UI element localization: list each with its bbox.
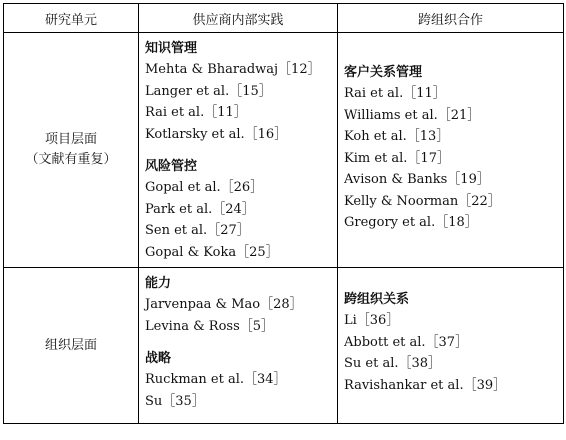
list-item: Ravishankar et al.［39］ <box>344 377 507 393</box>
list-item: Williams et al.［21］ <box>344 107 481 123</box>
list-item: Su et al.［38］ <box>344 356 442 371</box>
list-item: Koh et al.［13］ <box>344 129 450 144</box>
supplier-cell-project <box>139 33 338 268</box>
group-title: 能力 <box>145 276 172 291</box>
table-row-project <box>4 33 564 268</box>
unit-cell-project <box>4 33 139 268</box>
unit-label: 组织层面 <box>44 337 97 353</box>
cross-cell-project <box>338 33 564 268</box>
cross-cell-organization <box>338 268 564 424</box>
header-row <box>4 4 564 33</box>
list-item: Avison & Banks［19］ <box>344 172 490 187</box>
list-item: Sen et al.［27］ <box>145 223 250 238</box>
list-item: Kelly & Noorman［22］ <box>344 193 501 209</box>
list-item: Gregory et al.［18］ <box>344 215 478 230</box>
list-item: Mehta & Bharadwaj［12］ <box>145 62 321 77</box>
list-item: Jarvenpaa & Mao［28］ <box>145 297 303 312</box>
literature-table <box>3 3 564 424</box>
group-title: 战略 <box>145 351 172 366</box>
list-item: Ruckman et al.［34］ <box>145 372 287 387</box>
header-cross: 跨组织合作 <box>338 4 564 33</box>
list-item: Park et al.［24］ <box>145 201 255 217</box>
header-supplier: 供应商内部实践 <box>139 4 338 33</box>
list-item: Su［35］ <box>145 393 205 409</box>
header-unit: 研究单元 <box>4 4 139 33</box>
list-item: Gopal et al.［26］ <box>145 180 264 195</box>
group-title: 风险管控 <box>145 159 198 174</box>
unit-label: 项目层面 <box>44 132 97 147</box>
supplier-cell-organization <box>139 268 338 424</box>
list-item: Langer et al.［15］ <box>145 83 272 99</box>
group-title: 知识管理 <box>145 41 198 56</box>
list-item: Rai et al.［11］ <box>344 86 446 101</box>
list-item: Kim et al.［17］ <box>344 150 450 166</box>
list-item: Li［36］ <box>344 313 400 328</box>
list-item: Abbott et al.［37］ <box>344 334 469 350</box>
list-item: Rai et al.［11］ <box>145 105 247 120</box>
list-item: Kotlarsky et al.［16］ <box>145 126 288 142</box>
unit-cell-organization <box>4 268 139 424</box>
table-row-organization <box>4 268 564 424</box>
unit-note: （文献有重复） <box>25 152 117 167</box>
list-item: Gopal & Koka［25］ <box>145 244 279 260</box>
group-title: 客户关系管理 <box>344 65 423 80</box>
list-item: Levina & Ross［5］ <box>145 318 275 334</box>
group-title: 跨组织关系 <box>344 292 410 307</box>
